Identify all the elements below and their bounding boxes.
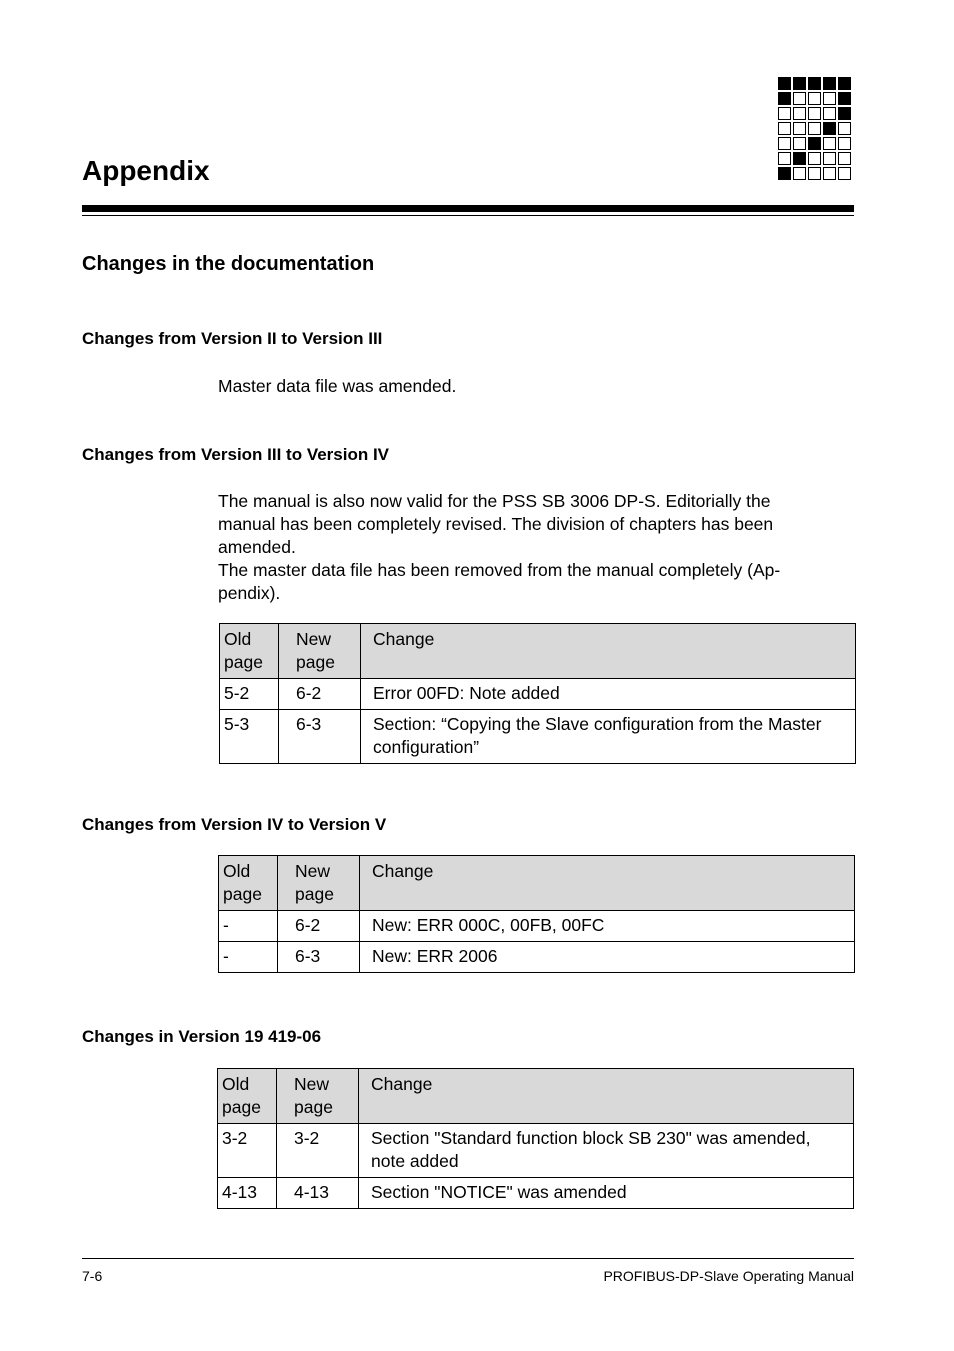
logo-cell [778,107,791,120]
logo-cell [808,167,821,180]
paragraph-v3-v4 [218,490,843,605]
table-row [220,679,856,710]
manual-title: PROFIBUS-DP-Slave Operating Manual [603,1268,854,1284]
logo-cell [778,77,791,90]
cell-new-page: 6-3 [279,710,361,764]
table-header-row [219,856,855,911]
cell-change: Section: “Copying the Slave configuration from the Master configuration” [361,710,856,764]
cell-change: Section "NOTICE" was amended [359,1178,854,1209]
changes-table-v19419 [217,1068,854,1209]
logo-cell [823,92,836,105]
table-row [220,710,856,764]
header-change: Change [360,856,855,911]
paragraph-line: pendix). [218,583,281,603]
cell-new-page: 3-2 [277,1124,359,1178]
logo-cell [823,122,836,135]
cell-new-page: 6-3 [278,942,360,973]
subsection-title-v2-v3: Changes from Version II to Version III [82,329,383,348]
table-row [219,942,855,973]
logo-cell [793,167,806,180]
table-header-row [220,624,856,679]
paragraph-line: manual has been completely revised. The division of chapters has been [218,514,774,534]
logo-cell [778,92,791,105]
paragraph-line: The manual is also now valid for the PSS SB 3006 DP-S. Editorially the [218,491,771,511]
paragraph-line: The master data file has been removed from the manual completely (Ap- [218,560,781,580]
cell-change: Error 00FD: Note added [361,679,856,710]
header-change: Change [361,624,856,679]
table-row [218,1124,854,1178]
logo-cell [838,107,851,120]
logo-cell [793,122,806,135]
table-row [218,1178,854,1209]
changes-table-v3-v4 [219,623,856,764]
subsection-title-v4-v5: Changes from Version IV to Version V [82,815,387,834]
logo-cell [793,107,806,120]
logo-cell [838,152,851,165]
logo-cell [778,137,791,150]
cell-change: New: ERR 2006 [360,942,855,973]
paragraph-line: amended. [218,537,296,557]
cell-old-page: - [219,942,278,973]
logo-cell [823,152,836,165]
logo-cell [838,92,851,105]
header-new-page: New page [278,856,360,911]
logo-cell [778,167,791,180]
logo-cell [838,122,851,135]
logo-cell [838,137,851,150]
cell-change: New: ERR 000C, 00FB, 00FC [360,911,855,942]
logo-cell [808,122,821,135]
logo-cell [808,77,821,90]
logo-cell [838,77,851,90]
table-header-row [218,1069,854,1124]
header-old-page: Old page [220,624,279,679]
page-number: 7-6 [82,1268,103,1284]
logo-cell [808,92,821,105]
header-old-page: Old page [219,856,278,911]
header-new-page: New page [277,1069,359,1124]
header-rule-thin [82,215,854,216]
header-new-page: New page [279,624,361,679]
chapter-title: Appendix [82,155,210,186]
logo-cell [778,122,791,135]
subsection-title-v3-v4: Changes from Version III to Version IV [82,445,390,464]
cell-old-page: 5-2 [220,679,279,710]
cell-old-page: 5-3 [220,710,279,764]
section-title: Changes in the documentation [82,253,375,275]
logo-cell [793,92,806,105]
cell-new-page: 6-2 [278,911,360,942]
header-rule-thick [82,205,854,212]
logo-cell [808,137,821,150]
chapter-logo-grid [778,77,851,180]
cell-old-page: - [219,911,278,942]
cell-new-page: 4-13 [277,1178,359,1209]
logo-cell [808,152,821,165]
logo-cell [823,107,836,120]
paragraph-v2-v3: Master data file was amended. [218,376,457,396]
logo-cell [793,137,806,150]
cell-change: Section "Standard function block SB 230" was amended, note added [359,1124,854,1178]
logo-cell [823,137,836,150]
footer-rule [82,1258,854,1259]
header-old-page: Old page [218,1069,277,1124]
logo-cell [793,152,806,165]
logo-cell [823,77,836,90]
logo-cell [808,107,821,120]
cell-old-page: 3-2 [218,1124,277,1178]
subsection-title-v19419: Changes in Version 19 419-06 [82,1027,322,1046]
logo-cell [793,77,806,90]
changes-table-v4-v5 [218,855,855,973]
logo-cell [823,167,836,180]
cell-old-page: 4-13 [218,1178,277,1209]
logo-cell [778,152,791,165]
logo-cell [838,167,851,180]
header-change: Change [359,1069,854,1124]
cell-new-page: 6-2 [279,679,361,710]
table-row [219,911,855,942]
